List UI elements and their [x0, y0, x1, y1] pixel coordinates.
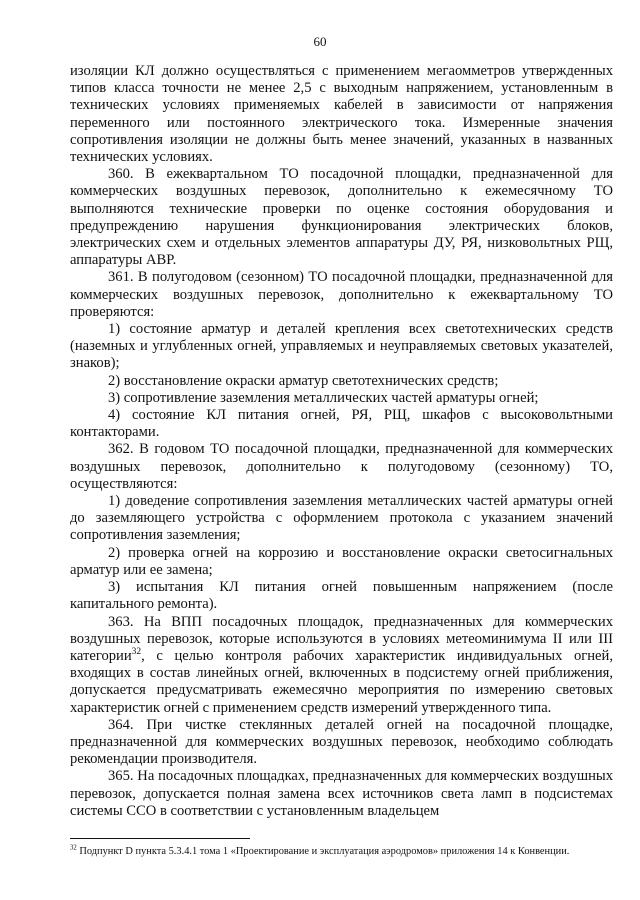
paragraph-363-tail: , с целью контроля рабочих характеристик индивидуальных огней, входящих в состав линейных огней, включенных в подсистему огней приближения, допускается предусматривать ежемесячно мероприятия по измерению световых характеристик огней с применением средств измерений утвержденного типа.	[70, 647, 613, 716]
body-text	[70, 63, 613, 820]
list-item-362-2: 2) проверка огней на коррозию и восстановление окраски светосигнальных арматур или ее замена;	[70, 544, 613, 578]
paragraph-continuation: изоляции КЛ должно осуществляться с применением мегаомметров утвержденных типов класса точности не менее 2,5 с выходным напряжением, установленным в технических условиях применяемых кабелей в зависимости от напряжения переменного или постоянного электрического тока. Измеренные значения сопротивления изоляции не должны быть менее значений, указанных в названных технических условиях.	[70, 63, 613, 166]
paragraph-360: 360. В ежеквартальном ТО посадочной площадки, предназначенной для коммерческих воздушных перевозок, дополнительно к ежемесячному ТО выполняются технические проверки по оценке состояния оборудования и предупреждению нарушения функционирования электрических блоков, электрических схем и отдельных элементов аппаратуры ДУ, РЯ, низковольтных РЩ, аппаратуры АВР.	[70, 166, 613, 269]
footnote	[70, 845, 615, 858]
paragraph-363-text: 363. На ВПП посадочных площадок, предназначенных для коммерческих воздушных перевозок, которые используются в условиях метеоминимума II или III категории	[70, 613, 613, 664]
paragraph-361: 361. В полугодовом (сезонном) ТО посадочной площадки, предназначенной для коммерческих воздушных перевозок, дополнительно к ежеквартальному ТО проверяются:	[70, 269, 613, 320]
footnote-text: Подпункт D пункта 5.3.4.1 тома 1 «Проектирование и эксплуатация аэродромов» приложения 14 к Конвенции.	[76, 846, 570, 857]
paragraph-363	[70, 614, 613, 717]
list-item-361-1: 1) состояние арматур и деталей крепления всех светотехнических средств (наземных и углубленных огней, управляемых и неуправляемых световых указателей, знаков);	[70, 321, 613, 372]
list-item-361-2: 2) восстановление окраски арматур светотехнических средств;	[108, 372, 499, 389]
paragraph-365: 365. На посадочных площадках, предназначенных для коммерческих воздушных перевозок, допускается полная замена всех источников света ламп в подсистемах системы ССО в соответствии с установленным владельцем	[70, 768, 613, 819]
list-item-361-4: 4) состояние КЛ питания огней, РЯ, РЩ, шкафов с высоковольтными контакторами.	[70, 407, 613, 441]
footnote-divider	[70, 838, 250, 839]
paragraph-364: 364. При чистке стеклянных деталей огней на посадочной площадке, предназначенной для коммерческих воздушных перевозок, необходимо соблюдать рекомендации производителя.	[70, 716, 613, 768]
footnote-marker: 32	[70, 844, 77, 852]
footnote-reference: 32	[131, 647, 142, 658]
list-item-361-3: 3) сопротивление заземления металлических частей арматуры огней;	[108, 389, 539, 406]
paragraph-362: 362. В годовом ТО посадочной площадки, предназначенной для коммерческих воздушных перевозок, дополнительно к полугодовому (сезонному) ТО, осуществляются:	[70, 441, 613, 492]
list-item-362-3: 3) испытания КЛ питания огней повышенным напряжением (после капитального ремонта).	[70, 579, 613, 613]
page-number: 60	[313, 34, 327, 49]
list-item-362-1: 1) доведение сопротивления заземления металлических частей арматуры огней до заземляющего устройства с оформлением протокола с указанием значений сопротивления заземления;	[70, 493, 613, 544]
